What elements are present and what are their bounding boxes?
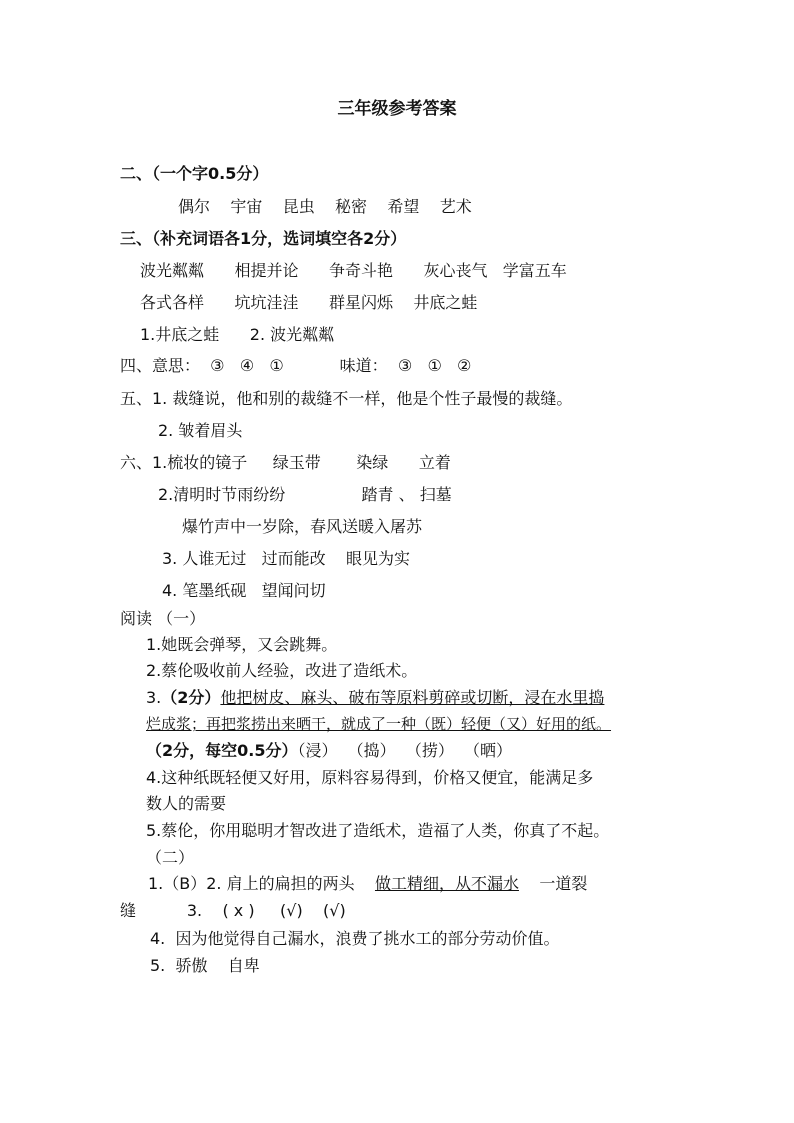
reading-1-q5: 5.蔡伦，你用聪明才智改进了造纸术，造福了人类，你真了不起。 bbox=[146, 821, 610, 840]
reading-1-q2: 2.蔡伦吸收前人经验，改进了造纸术。 bbox=[146, 661, 418, 680]
reading-1-q4-line-1: 4.这种纸既轻便又好用，原料容易得到，价格又便宜，能满足多 bbox=[146, 768, 594, 787]
section-6-line-1: 六、1.梳妆的镜子 绿玉带 染绿 立着 bbox=[120, 453, 451, 472]
section-3-row-2: 各式各样 坑坑洼洼 群星闪烁 井底之蛙 bbox=[140, 293, 478, 312]
section-6-line-3: 爆竹声中一岁除，春风送暖入屠苏 bbox=[182, 517, 423, 536]
reading-2-q1-line-2: 缝 3. ( x ) (√) (√) bbox=[120, 901, 346, 920]
section-2-heading: 二、（一个字0.5分） bbox=[120, 164, 269, 183]
reading-2-q1-line-1 bbox=[148, 873, 587, 895]
reading-1-q4-line-2: 数人的需要 bbox=[146, 794, 227, 813]
section-4-answers: 四、意思： ③ ④ ① 味道： ③ ① ② bbox=[120, 356, 472, 375]
reading-2-heading: （二） bbox=[146, 848, 195, 867]
q3-score-2: （2分，每空0.5分） bbox=[146, 741, 298, 760]
q3-answer-part-1: 他把树皮、麻头、破布等原料剪碎或切断，浸在水里捣 bbox=[220, 688, 605, 707]
section-3-row-1: 波光粼粼 相提并论 争奇斗艳 灰心丧气 学富五车 bbox=[140, 261, 567, 280]
reading-2-q4: 4. 因为他觉得自己漏水，浪费了挑水工的部分劳动价值。 bbox=[150, 929, 560, 948]
r2-q1-prefix: 1.（B）2. 肩上的扁担的两头 bbox=[148, 874, 375, 893]
section-6-line-2: 2.清明时节雨纷纷 踏青 、 扫墓 bbox=[158, 485, 452, 504]
reading-1-q1: 1.她既会弹琴，又会跳舞。 bbox=[146, 635, 338, 654]
q3-blanks: （浸） （捣） （捞） （晒） bbox=[297, 741, 513, 760]
r2-q2-answer: 做工精细，从不漏水 bbox=[374, 874, 519, 893]
reading-1-q3-line-2: 烂成浆；再把浆捞出来晒干，就成了一种（既）轻便（又）好用的纸。 bbox=[146, 715, 612, 733]
reading-1-q3-line-3 bbox=[146, 740, 512, 762]
reading-1-q3-line-1 bbox=[146, 687, 604, 709]
section-5-line-2: 2. 皱着眉头 bbox=[158, 421, 243, 440]
section-3-row-3: 1.井底之蛙 2. 波光粼粼 bbox=[140, 325, 335, 344]
page-title: 三年级参考答案 bbox=[337, 99, 457, 119]
q3-score: （2分） bbox=[161, 688, 221, 707]
section-5-line-1: 五、1. 裁缝说，他和别的裁缝不一样，他是个性子最慢的裁缝。 bbox=[120, 389, 573, 408]
r2-q2-suffix: 一道裂 bbox=[518, 874, 588, 893]
section-6-line-5: 4. 笔墨纸砚 望闻问切 bbox=[162, 581, 326, 600]
reading-2-q5: 5. 骄傲 自卑 bbox=[150, 956, 260, 975]
section-3-heading: 三、（补充词语各1分，选词填空各2分） bbox=[120, 229, 407, 248]
section-6-line-4: 3. 人谁无过 过而能改 眼见为实 bbox=[162, 549, 410, 568]
reading-1-heading: 阅读 （一） bbox=[120, 609, 206, 628]
q3-number: 3. bbox=[146, 688, 162, 707]
section-2-answers: 偶尔 宇宙 昆虫 秘密 希望 艺术 bbox=[178, 197, 472, 216]
